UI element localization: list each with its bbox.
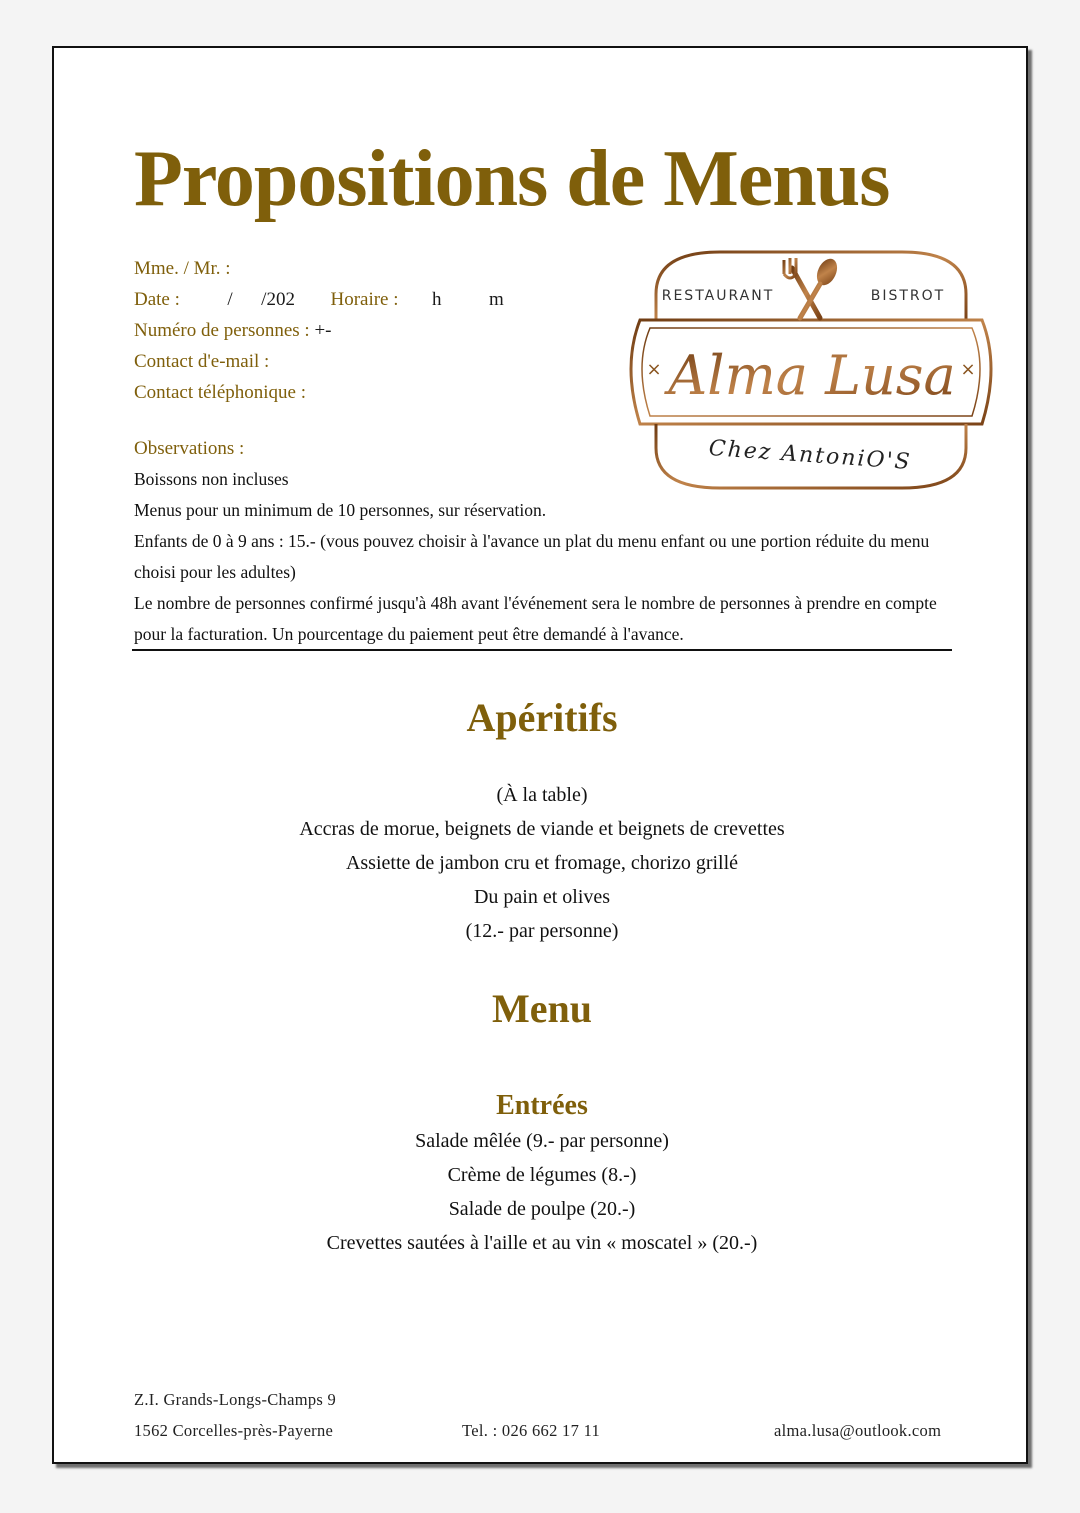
list-item: (12.- par personne) — [465, 920, 619, 942]
list-item: Crème de légumes (8.-) — [447, 1164, 637, 1186]
entrees-heading: Entrées — [496, 1090, 588, 1121]
email-row — [134, 346, 504, 377]
aperitifs-heading: Apéritifs — [466, 695, 618, 740]
footer-address-1: Z.I. Grands-Longs-Champs 9 — [134, 1390, 337, 1409]
name-row — [134, 253, 504, 284]
time-minutes: m — [489, 289, 504, 310]
observation-line: Enfants de 0 à 9 ans : 15.- (vous pouvez choisir à l'avance un plat du menu enfant ou une portion réduite du menu choisi pour les adultes) — [134, 531, 930, 582]
divider — [132, 649, 952, 651]
time-hours: h — [432, 289, 442, 310]
reservation-form — [134, 253, 504, 408]
footer-email: alma.lusa@outlook.com — [774, 1421, 942, 1440]
list-item: Salade mêlée (9.- par personne) — [415, 1130, 669, 1152]
phone-row — [134, 377, 504, 408]
name-label: Mme. / Mr. : — [134, 258, 231, 279]
svg-text:×: × — [646, 359, 662, 380]
email-label: Contact d'e-mail : — [134, 351, 270, 372]
persons-label: Numéro de personnes : — [134, 320, 310, 341]
observation-line: Le nombre de personnes confirmé jusqu'à 48h avant l'événement sera le nombre de personnes à prendre en compte pour la facturation. Un pourcentage du paiement peut être demandé à l'avance. — [134, 593, 937, 644]
date-row — [134, 284, 504, 315]
phone-label: Contact téléphonique : — [134, 382, 307, 403]
aperitifs-section — [54, 694, 1030, 741]
menu-section — [54, 985, 1030, 1032]
observation-line: Boissons non incluses — [134, 469, 289, 489]
aperitifs-list — [54, 778, 1030, 948]
list-item: (À la table) — [496, 784, 588, 806]
document-page — [52, 46, 1028, 1464]
observations-label: Observations : — [134, 438, 245, 459]
persons-row — [134, 315, 504, 346]
date-value: / /202 — [227, 289, 295, 310]
page-title: Propositions de Menus — [134, 135, 890, 223]
entrees-section — [54, 1090, 1030, 1122]
entrees-list — [54, 1124, 1030, 1260]
observation-line: Menus pour un minimum de 10 personnes, sur réservation. — [134, 500, 547, 520]
list-item: Crevettes sautées à l'aille et au vin « moscatel » (20.-) — [326, 1232, 758, 1254]
svg-text:×: × — [960, 359, 976, 380]
footer-address-2: 1562 Corcelles-près-Payerne — [134, 1421, 334, 1440]
logo-bistrot-text: BISTROT — [870, 288, 946, 304]
persons-value: +- — [314, 320, 332, 341]
logo-name-text: Alma Lusa — [668, 344, 956, 407]
list-item: Salade de poulpe (20.-) — [448, 1198, 636, 1220]
list-item: Assiette de jambon cru et fromage, chorizo grillé — [345, 852, 739, 874]
logo-restaurant-text: RESTAURANT — [661, 288, 775, 304]
observations — [134, 433, 954, 650]
fork-spoon-icon — [784, 256, 841, 318]
list-item: Accras de morue, beignets de viande et beignets de crevettes — [299, 818, 785, 840]
list-item: Du pain et olives — [473, 886, 611, 908]
logo-subtitle-text: Chez AntoniO'S — [707, 435, 913, 476]
footer-phone: Tel. : 026 662 17 11 — [462, 1421, 601, 1440]
date-label: Date : — [134, 289, 180, 310]
time-label: Horaire : — [330, 289, 399, 310]
menu-heading: Menu — [492, 986, 592, 1031]
